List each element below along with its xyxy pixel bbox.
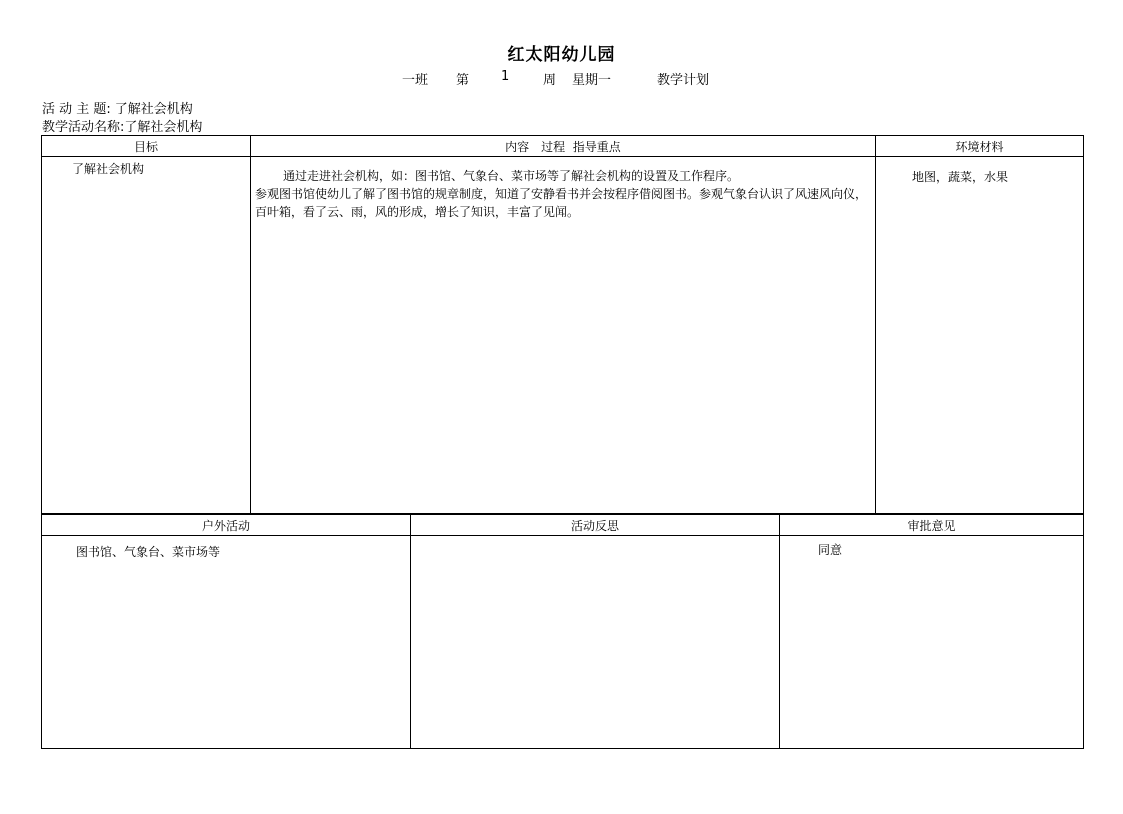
activity-name-line — [42, 116, 202, 135]
main-plan-table — [41, 135, 1084, 514]
document-title: 红太阳幼儿园 — [507, 45, 616, 65]
reflection-header: 活动反思 — [411, 515, 780, 536]
theme-label: 活 动 主 题: — [42, 102, 111, 117]
approval-text: 同意 — [818, 543, 843, 557]
plan-label: 教学计划 — [657, 73, 710, 88]
approval-header: 审批意见 — [780, 515, 1084, 536]
outdoor-cell — [42, 536, 411, 749]
content-header: 内容 过程 指导重点 — [251, 136, 876, 157]
reflection-cell — [411, 536, 780, 749]
materials-header: 环境材料 — [876, 136, 1084, 157]
week-suffix: 周 — [543, 73, 557, 88]
theme-value: 了解社会机构 — [114, 102, 193, 117]
bottom-table — [41, 514, 1084, 749]
weekday: 星期一 — [572, 73, 612, 88]
activity-name-value: 了解社会机构 — [124, 120, 203, 135]
goal-header: 目标 — [42, 136, 251, 157]
plan-subtitle — [0, 69, 1123, 88]
materials-cell — [876, 157, 1084, 514]
materials-text: 地图，蔬菜，水果 — [912, 170, 1009, 184]
goal-cell — [42, 157, 251, 514]
goal-text: 了解社会机构 — [72, 162, 145, 176]
content-paragraph-2: 参观图书馆使幼儿了解了图书馆的规章制度，知道了安静看书并会按程序借阅图书。参观气象台认识了风速风向仪，百叶箱，看了云、雨，风的形成，增长了知识，丰富了见闻。 — [255, 187, 868, 219]
outdoor-text: 图书馆、气象台、菜市场等 — [76, 545, 221, 559]
class-name: 一班 — [402, 73, 429, 88]
approval-cell — [780, 536, 1084, 749]
content-paragraph-1: 通过走进社会机构，如：图书馆、气象台、菜市场等了解社会机构的设置及工作程序。 — [283, 169, 740, 183]
week-prefix: 第 — [456, 73, 470, 88]
outdoor-header: 户外活动 — [42, 515, 411, 536]
theme-line — [42, 98, 193, 117]
content-cell — [251, 157, 876, 514]
activity-name-label: 教学活动名称: — [42, 120, 125, 135]
week-number: 1 — [501, 69, 510, 84]
